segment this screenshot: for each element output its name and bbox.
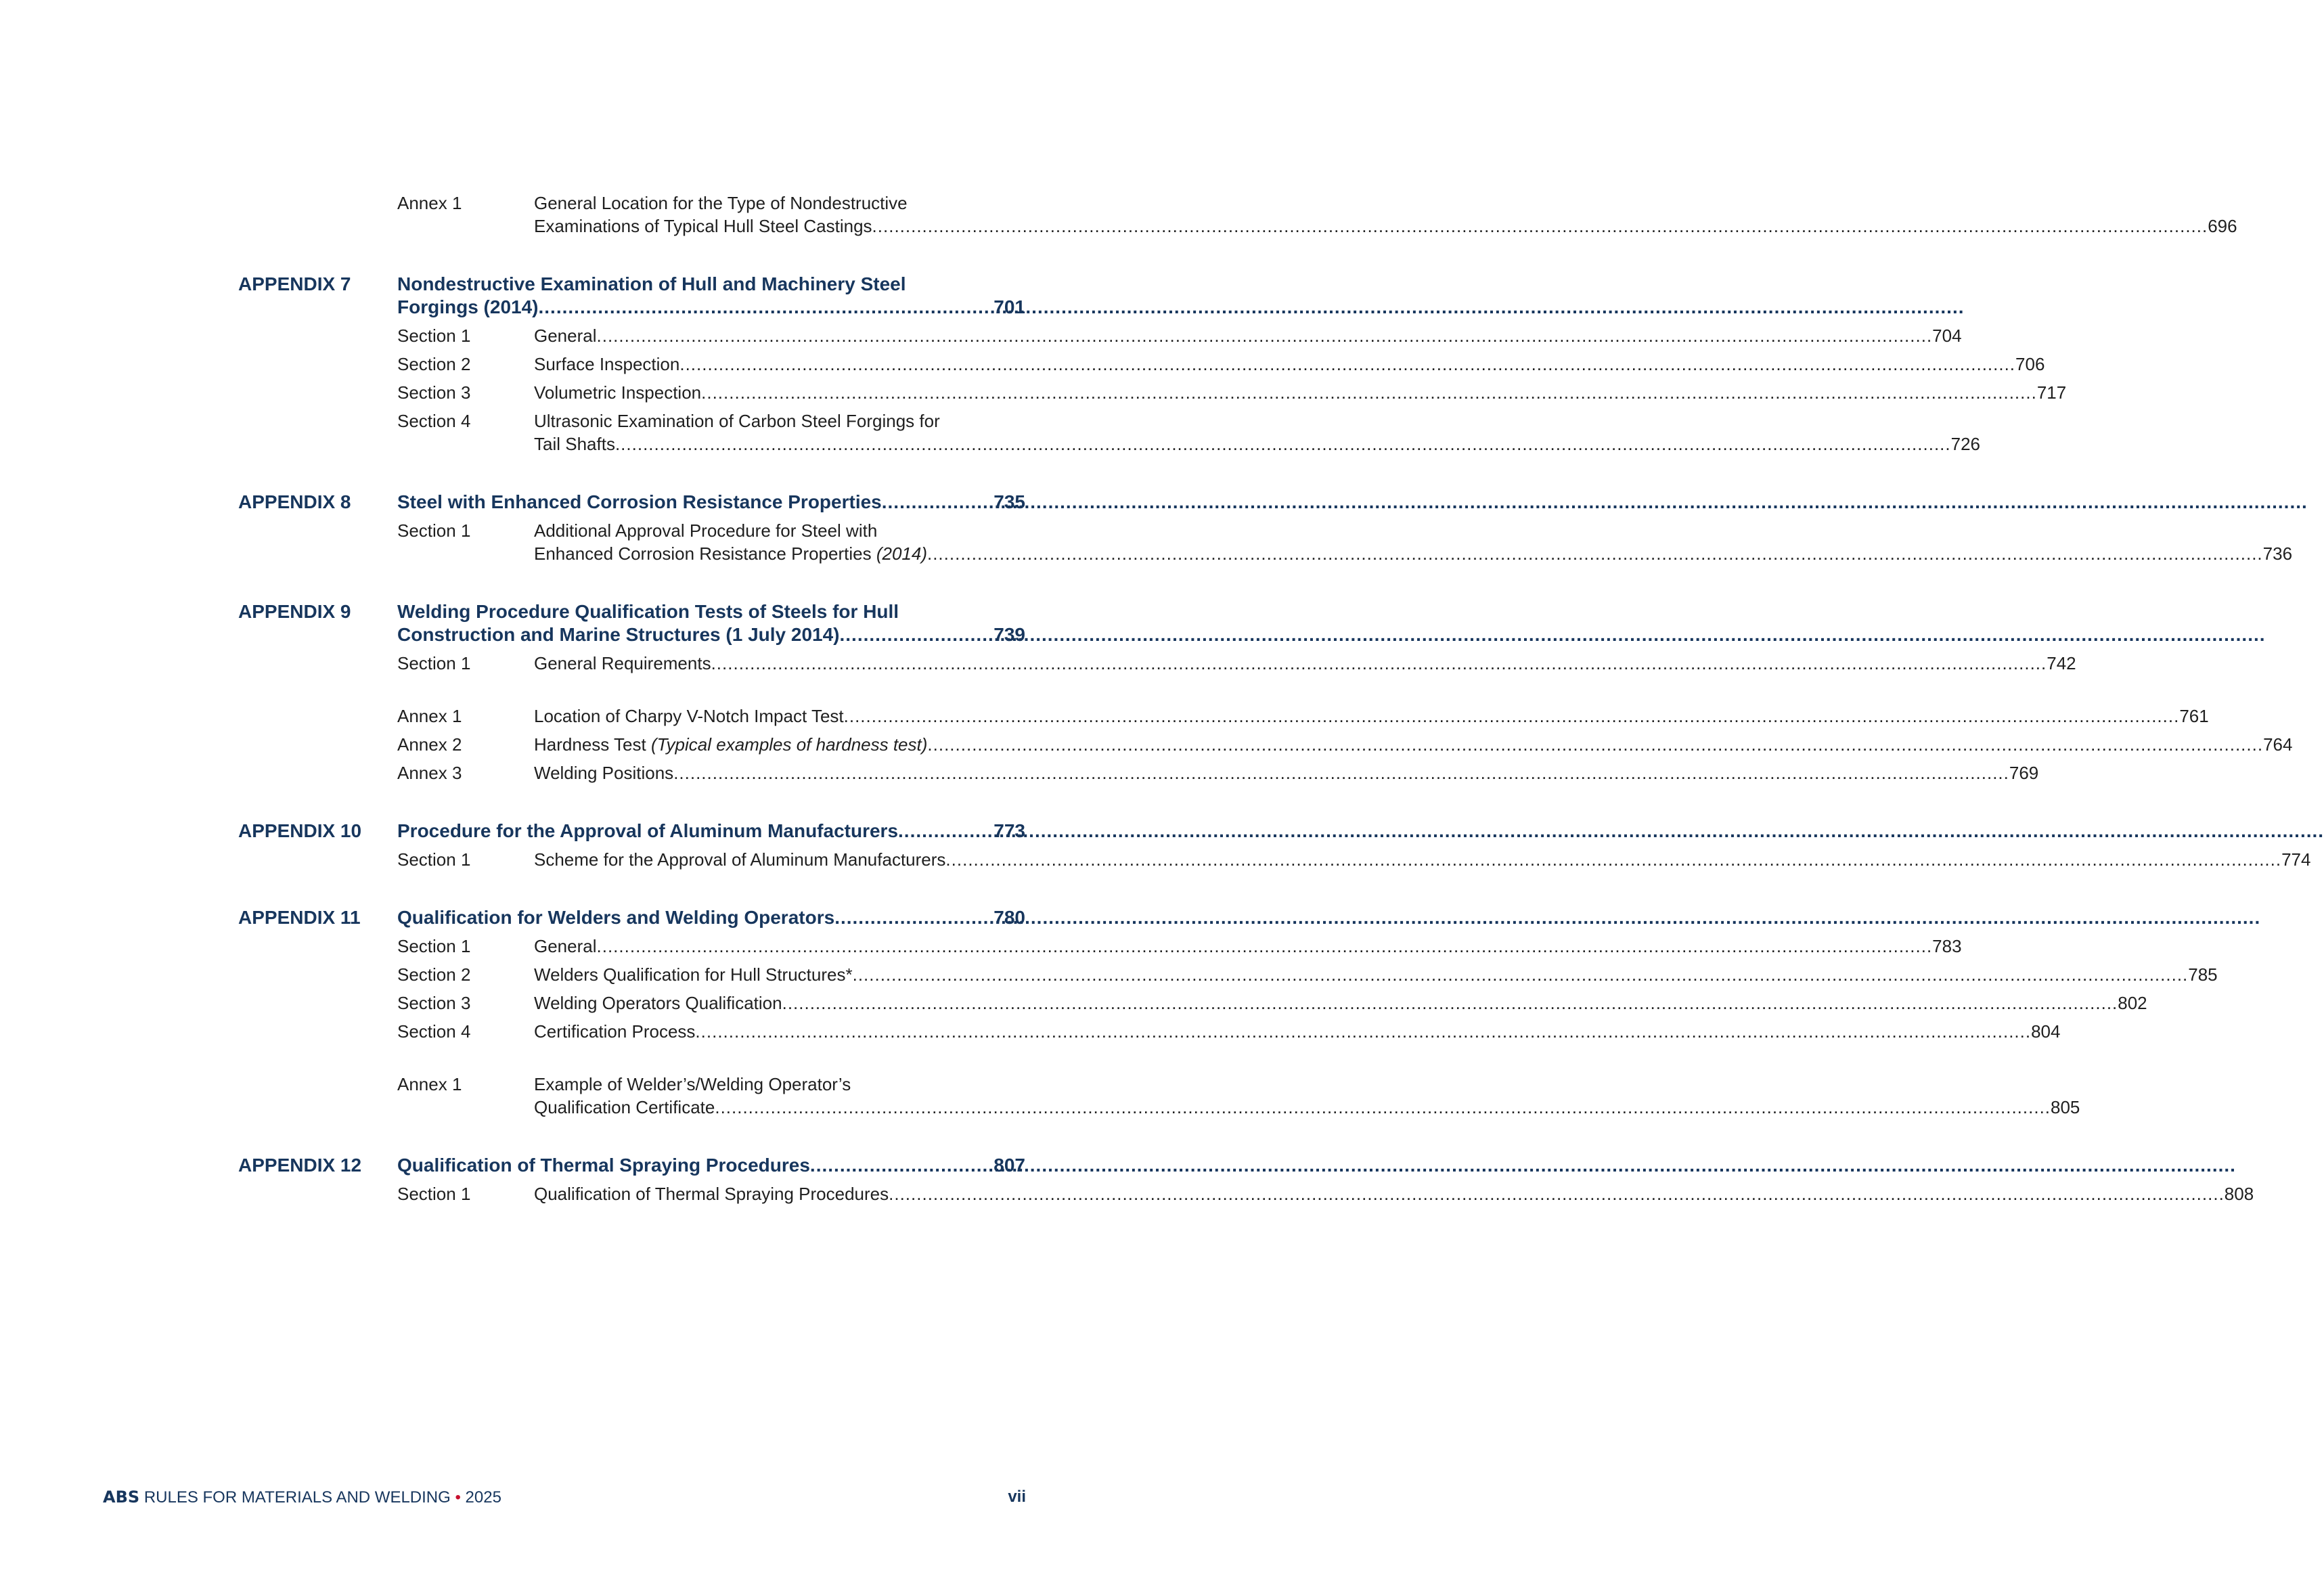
appendix-title-text: Qualification of Thermal Spraying Procedures xyxy=(397,1155,810,1176)
toc-entry[interactable] xyxy=(397,1073,2080,1119)
entry-title-line1: Ultrasonic Examination of Carbon Steel Forgings for xyxy=(534,411,940,431)
toc-entry[interactable] xyxy=(397,991,2147,1015)
leader-dots xyxy=(882,491,994,514)
entry-title-line1: Example of Welder’s/Welding Operator’s xyxy=(534,1074,851,1094)
toc-entry[interactable] xyxy=(397,519,2293,565)
leader-dots xyxy=(597,935,1933,958)
leader-dots xyxy=(945,848,2281,871)
leader-dots xyxy=(782,991,2118,1015)
leader-dots xyxy=(673,761,2009,784)
appendix-page: 773 xyxy=(993,820,1025,841)
entry-page: 804 xyxy=(2031,1021,2061,1042)
appendix-label: APPENDIX 12 xyxy=(238,1155,362,1176)
footer-brand: ABS xyxy=(103,1488,140,1507)
leader-dots xyxy=(872,215,2208,238)
entry-title: Welding Positions xyxy=(534,763,674,783)
appendix-title-line1: Nondestructive Examination of Hull and Machinery Steel xyxy=(397,273,906,294)
entry-page: 696 xyxy=(2208,216,2237,236)
entry-label: Section 2 xyxy=(397,354,471,374)
leader-dots xyxy=(927,542,2263,565)
entry-title: Welding Operators Qualification xyxy=(534,993,782,1013)
toc-entry[interactable] xyxy=(397,733,2293,756)
appendix-7 xyxy=(238,273,2067,455)
leader-dots xyxy=(927,733,2263,756)
leader-dots xyxy=(679,353,2015,376)
entry-page: 704 xyxy=(1932,326,1962,346)
entry-page: 769 xyxy=(2009,763,2039,783)
entry-title-line2: Qualification Certificate xyxy=(534,1097,715,1117)
appendix-page: 739 xyxy=(993,624,1025,645)
entry-page: 785 xyxy=(2188,964,2218,985)
appendix-10 xyxy=(238,820,2311,871)
entry-title: Hardness Test xyxy=(534,734,651,755)
entry-title: Surface Inspection xyxy=(534,354,680,374)
entry-page: 717 xyxy=(2036,382,2067,403)
entry-title-line1: General Location for the Type of Nondestructive xyxy=(534,193,908,213)
entry-page: 805 xyxy=(2051,1097,2080,1117)
toc-entry[interactable] xyxy=(397,324,1962,347)
entry-label: Section 1 xyxy=(397,849,471,870)
leader-dots xyxy=(889,1182,2225,1205)
appendix-page: 735 xyxy=(993,491,1025,512)
entry-label: Section 4 xyxy=(397,1021,471,1042)
footer-document-title: RULES FOR MATERIALS AND WELDING xyxy=(143,1488,451,1507)
entry-title-line1: Additional Approval Procedure for Steel with xyxy=(534,520,878,541)
entry-title: Qualification of Thermal Spraying Procedures xyxy=(534,1184,889,1204)
footer-year: 2025 xyxy=(465,1488,501,1507)
leader-dots xyxy=(615,432,1951,455)
entry-title: Scheme for the Approval of Aluminum Manufacturers xyxy=(534,849,946,870)
appendix-page: 807 xyxy=(993,1155,1025,1176)
appendix-label: APPENDIX 8 xyxy=(238,491,351,512)
appendix-title-line1: Welding Procedure Qualification Tests of Steels for Hull xyxy=(397,601,899,622)
entry-label: Section 2 xyxy=(397,964,471,985)
appendix-label: APPENDIX 7 xyxy=(238,273,351,294)
entry-label: Section 1 xyxy=(397,326,471,346)
entry-title: Volumetric Inspection xyxy=(534,382,702,403)
entry-label: Section 3 xyxy=(397,382,471,403)
appendix-title[interactable] xyxy=(397,820,1025,843)
appendix-label: APPENDIX 10 xyxy=(238,820,362,841)
leader-dots xyxy=(701,381,2037,404)
entry-title: Welders Qualification for Hull Structures* xyxy=(534,964,853,985)
entry-page: 808 xyxy=(2224,1184,2254,1204)
entry-title: General xyxy=(534,326,597,346)
entry-page: 726 xyxy=(1950,434,1981,454)
entry-label: Section 1 xyxy=(397,653,471,673)
toc-entry[interactable] xyxy=(397,353,2045,376)
appendix-page: 701 xyxy=(993,296,1025,317)
toc-entry[interactable] xyxy=(397,963,2218,986)
appendix-11 xyxy=(238,906,2218,1119)
table-of-contents xyxy=(238,192,2311,1211)
appendix-title-text: Qualification for Welders and Welding Operators xyxy=(397,907,835,928)
leader-dots xyxy=(711,652,2047,675)
footer-page-number: vii xyxy=(1008,1488,1026,1506)
appendix-8 xyxy=(238,491,2293,565)
appendix-title-text: Procedure for the Approval of Aluminum Manufacturers xyxy=(397,820,899,841)
toc-entry[interactable] xyxy=(397,192,2237,238)
appendix-title[interactable] xyxy=(397,273,1025,319)
entry-title-line2: Enhanced Corrosion Resistance Properties xyxy=(534,543,876,564)
leader-dots xyxy=(840,623,994,646)
appendix-9 xyxy=(238,600,2293,784)
entry-page: 783 xyxy=(1932,936,1962,956)
leader-dots xyxy=(597,324,1933,347)
entry-title: General xyxy=(534,936,597,956)
appendix-page: 780 xyxy=(993,907,1025,928)
entry-page: 742 xyxy=(2047,653,2076,673)
entry-title-italic: (Typical examples of hardness test) xyxy=(650,734,928,755)
entry-title: General Requirements xyxy=(534,653,711,673)
toc-entry[interactable] xyxy=(397,381,2067,404)
toc-entry[interactable] xyxy=(397,705,2209,728)
entry-label: Annex 1 xyxy=(397,1074,462,1094)
entry-title-italic: (2014) xyxy=(876,543,927,564)
entry-title: Location of Charpy V-Notch Impact Test xyxy=(534,706,844,726)
leader-dots xyxy=(844,705,2180,728)
leader-dots xyxy=(695,1020,2031,1043)
entry-page: 802 xyxy=(2118,993,2147,1013)
entry-page: 761 xyxy=(2179,706,2209,726)
toc-entry[interactable] xyxy=(397,848,2311,871)
toc-entry[interactable] xyxy=(397,652,2076,675)
leader-dots xyxy=(853,963,2189,986)
toc-entry[interactable] xyxy=(397,1020,2061,1043)
entry-label: Annex 1 xyxy=(397,193,462,213)
entry-page: 736 xyxy=(2262,543,2293,564)
leader-dots xyxy=(834,906,993,929)
page-footer xyxy=(103,1486,1026,1509)
entry-label: Annex 2 xyxy=(397,734,462,755)
entry-page: 774 xyxy=(2281,849,2311,870)
appendix-label: APPENDIX 11 xyxy=(238,907,361,928)
toc-entry[interactable] xyxy=(397,761,2039,784)
footer-bullet: • xyxy=(455,1488,461,1507)
entry-page: 764 xyxy=(2263,734,2293,755)
appendix-title-line2: Construction and Marine Structures (1 July 2014) xyxy=(397,624,840,645)
entry-label: Annex 3 xyxy=(397,763,462,783)
entry-label: Section 1 xyxy=(397,936,471,956)
toc-entry[interactable] xyxy=(397,1182,2254,1205)
entry-page: 706 xyxy=(2015,354,2045,374)
entry-label: Section 1 xyxy=(397,520,471,541)
entry-label: Annex 1 xyxy=(397,706,462,726)
entry-label: Section 4 xyxy=(397,411,471,431)
entry-title: Certification Process xyxy=(534,1021,696,1042)
appendix-title[interactable] xyxy=(397,906,1025,929)
footer-title xyxy=(103,1486,501,1509)
leader-dots xyxy=(810,1154,993,1177)
leader-dots xyxy=(715,1096,2051,1119)
entry-title-line2: Tail Shafts xyxy=(534,434,615,454)
appendix-title[interactable] xyxy=(397,600,1025,646)
leader-dots xyxy=(538,296,993,319)
appendix-title-text: Steel with Enhanced Corrosion Resistance Properties xyxy=(397,491,882,512)
appendix-title[interactable] xyxy=(397,1154,1025,1177)
appendix-title[interactable] xyxy=(397,491,1025,514)
appendix-12 xyxy=(238,1154,2254,1205)
appendix-title-line2: Forgings (2014) xyxy=(397,296,539,317)
entry-label: Section 1 xyxy=(397,1184,471,1204)
entry-title-line2: Examinations of Typical Hull Steel Castings xyxy=(534,216,872,236)
leader-dots xyxy=(898,820,993,843)
toc-entry[interactable] xyxy=(397,409,1981,455)
entry-label: Section 3 xyxy=(397,993,471,1013)
pre-annex-block xyxy=(238,192,2237,238)
toc-entry[interactable] xyxy=(397,935,1962,958)
appendix-label: APPENDIX 9 xyxy=(238,601,351,622)
